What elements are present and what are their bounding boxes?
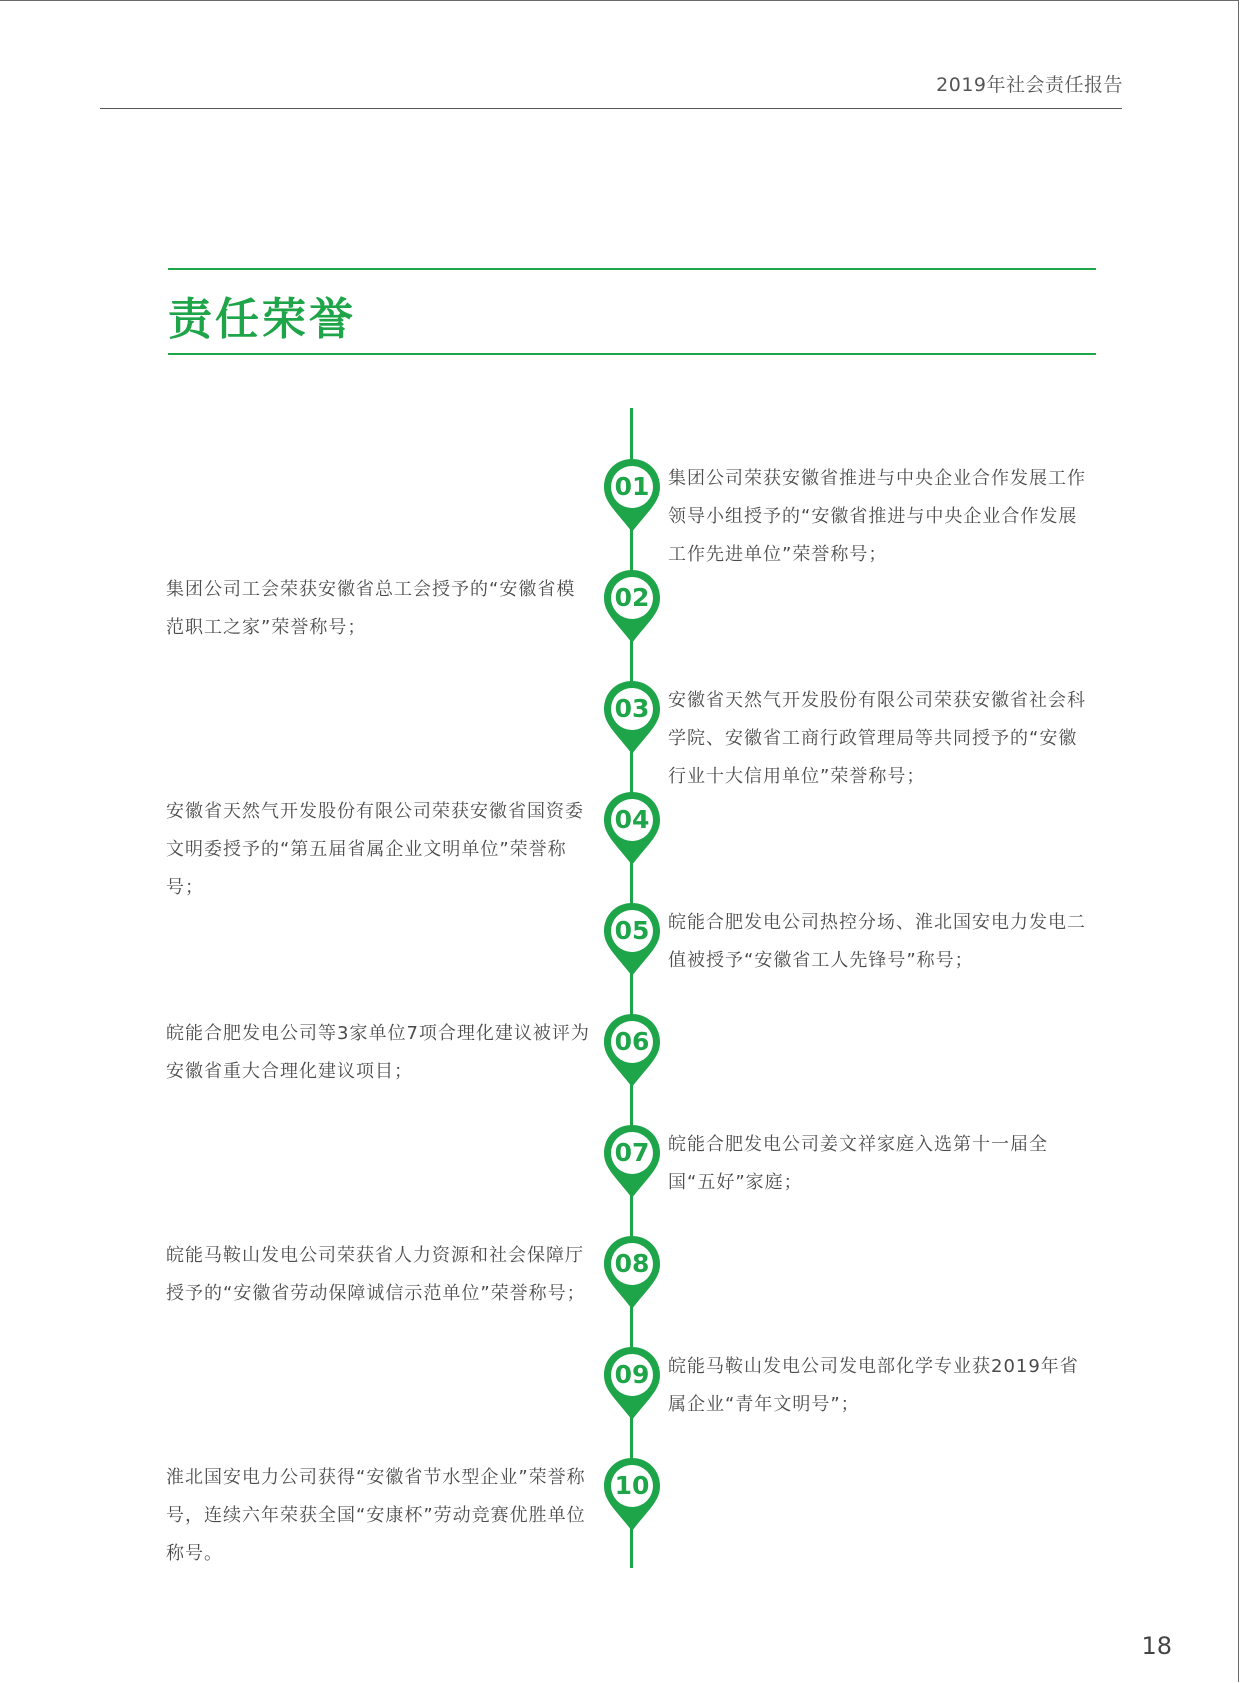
- timeline-marker-number: 02: [614, 583, 650, 612]
- timeline-marker-number: 09: [614, 1360, 650, 1389]
- timeline-marker-05: [602, 902, 662, 978]
- honor-item-text: 皖能马鞍山发电公司发电部化学专业获2019年省属企业“青年文明号”；: [668, 1356, 1079, 1415]
- timeline-marker-06: [602, 1013, 662, 1089]
- honor-item-text: 皖能合肥发电公司等3家单位7项合理化建议被评为安徽省重大合理化建议项目；: [166, 1023, 590, 1082]
- timeline-marker-number: 06: [614, 1027, 650, 1056]
- timeline-marker-02: [602, 569, 662, 645]
- honor-item-text: 安徽省天然气开发股份有限公司荣获安徽省社会科学院、安徽省工商行政管理局等共同授予的“安徽行业十大信用单位”荣誉称号；: [668, 690, 1086, 787]
- honor-item-text: 皖能合肥发电公司热控分场、淮北国安电力发电二值被授予“安徽省工人先锋号”称号；: [668, 912, 1086, 971]
- timeline-marker-number: 04: [614, 805, 650, 834]
- timeline-marker-number: 08: [614, 1249, 650, 1278]
- honor-item-text: 集团公司荣获安徽省推进与中央企业合作发展工作领导小组授予的“安徽省推进与中央企业合作发展工作先进单位”荣誉称号；: [668, 468, 1086, 565]
- honor-item-text: 皖能马鞍山发电公司荣获省人力资源和社会保障厅授予的“安徽省劳动保障诚信示范单位”荣誉称号；: [166, 1245, 586, 1304]
- header-divider: [100, 108, 1122, 109]
- timeline-marker-09: [602, 1346, 662, 1422]
- timeline-marker-number: 03: [614, 694, 650, 723]
- timeline-marker-number: 01: [614, 472, 650, 501]
- timeline-marker-07: [602, 1124, 662, 1200]
- timeline-marker-03: [602, 680, 662, 756]
- timeline-marker-number: 10: [614, 1471, 650, 1500]
- honor-item-text: 安徽省天然气开发股份有限公司荣获安徽省国资委文明委授予的“第五届省属企业文明单位”荣誉称号；: [166, 801, 584, 898]
- section-top-rule: [168, 268, 1096, 270]
- honor-item-text: 集团公司工会荣获安徽省总工会授予的“安徽省模范职工之家”荣誉称号；: [166, 579, 576, 638]
- report-title: 2019年社会责任报告: [936, 74, 1123, 96]
- page-number: 18: [1141, 1632, 1172, 1660]
- section-bottom-rule: [168, 353, 1096, 355]
- timeline-marker-04: [602, 791, 662, 867]
- honor-item-text: 淮北国安电力公司获得“安徽省节水型企业”荣誉称号，连续六年荣获全国“安康杯”劳动竞赛优胜单位称号。: [166, 1467, 586, 1564]
- honor-item-text: 皖能合肥发电公司姜文祥家庭入选第十一届全国“五好”家庭；: [668, 1134, 1048, 1193]
- timeline-marker-08: [602, 1235, 662, 1311]
- timeline-marker-10: [602, 1457, 662, 1533]
- timeline-marker-01: [602, 458, 662, 534]
- section-title: 责任荣誉: [168, 294, 356, 345]
- timeline-marker-number: 07: [614, 1138, 650, 1167]
- timeline-marker-number: 05: [614, 916, 650, 945]
